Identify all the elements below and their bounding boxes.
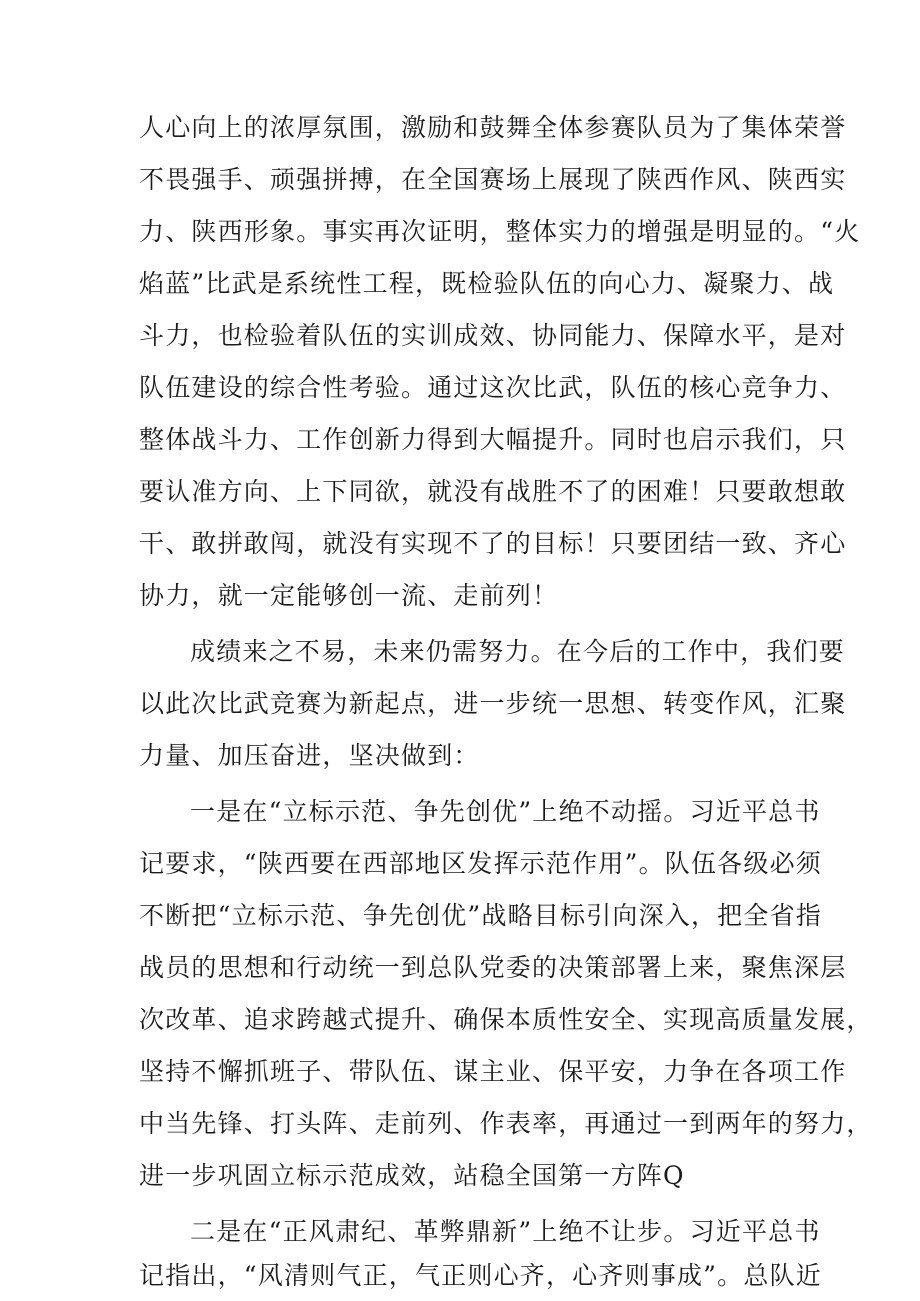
text-line: 斗力，也检验着队伍的实训成效、协同能力、保障水平，是对 [139, 321, 847, 350]
text-line: 坚持不懈抓班子、带队伍、谋主业、保平安，力争在各项工作 [139, 1057, 847, 1086]
text-line: 不畏强手、顽强拼搏，在全国赛场上展现了陕西作风、陕西实 [139, 165, 847, 194]
text-line: 干、敢拼敢闯，就没有实现不了的目标！只要团结一致、齐心 [139, 529, 847, 558]
text-line: 中当先锋、打头阵、走前列、作表率，再通过一到两年的努力， [139, 1109, 873, 1138]
text-line: 协力，就一定能够创一流、走前列！ [139, 581, 559, 610]
text-line: 进一步巩固立标示范成效，站稳全国第一方阵Q [139, 1161, 685, 1190]
text-line: 以此次比武竞赛为新起点，进一步统一思想、转变作风，汇聚 [139, 689, 847, 718]
text-line: 战员的思想和行动统一到总队党委的决策部署上来，聚焦深层 [139, 953, 847, 982]
text-line: 人心向上的浓厚氛围，激励和鼓舞全体参赛队员为了集体荣誉 [139, 113, 847, 142]
text-line: 次改革、追求跨越式提升、确保本质性安全、实现高质量发展， [139, 1005, 873, 1034]
text-line: 记指出，“风清则气正，气正则心齐，心齐则事成”。总队近 [139, 1261, 822, 1290]
text-line: 队伍建设的综合性考验。通过这次比武，队伍的核心竞争力、 [139, 373, 847, 402]
paragraph-first-line: 一是在“立标示范、争先创优”上绝不动摇。习近平总书 [190, 797, 821, 826]
text-line: 记要求，“陕西要在西部地区发挥示范作用”。队伍各级必须 [139, 849, 822, 878]
text-line: 力、陕西形象。事实再次证明，整体实力的增强是明显的。“火 [139, 217, 861, 246]
text-line: 要认准方向、上下同欲，就没有战胜不了的困难！只要敢想敢 [139, 477, 847, 506]
text-line: 不断把“立标示范、争先创优”战略目标引向深入，把全省指 [139, 901, 822, 930]
paragraph-first-line: 成绩来之不易，未来仍需努力。在今后的工作中，我们要 [190, 637, 846, 666]
text-line: 整体战斗力、工作创新力得到大幅提升。同时也启示我们，只 [139, 425, 847, 454]
paragraph-first-line: 二是在“正风肃纪、革弊鼎新”上绝不让步。习近平总书 [190, 1217, 821, 1246]
text-line: 焰蓝”比武是系统性工程，既检验队伍的向心力、凝聚力、战 [139, 269, 835, 298]
text-line: 力量、加压奋进，坚决做到： [139, 741, 480, 770]
